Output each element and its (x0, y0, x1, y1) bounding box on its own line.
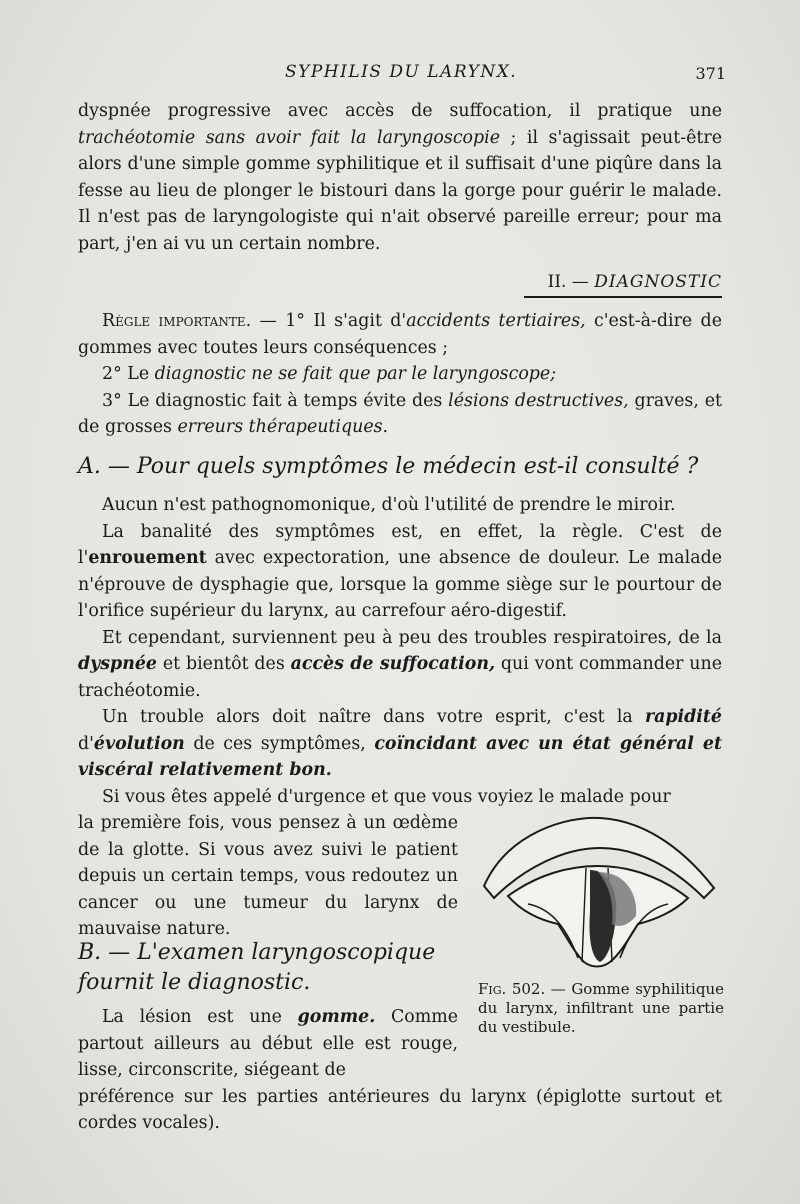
page-header (80, 62, 726, 88)
running-title: SYPHILIS DU LARYNX. (285, 62, 518, 82)
section-b-body: La lésion est une gomme. Comme partout ailleurs au début elle est rouge, lisse, circonscrite, siégeant de préférence sur les parties antérieures du larynx (épiglotte surtout et cordes vocales). (78, 1007, 722, 1133)
heading-b: B. — L'examen laryngoscopique fournit le diagnostic. (78, 940, 436, 995)
heading-a: A. — Pour quels symptômes le médecin est-il consulté ? (78, 454, 699, 479)
larynx-figure (478, 812, 718, 972)
regle-lead: Règle importante. (102, 311, 252, 331)
figure-caption: Fig. 502. — Gomme syphilitique du larynx, infiltrant une partie du vestibule. (478, 980, 724, 1036)
section-a-body: Aucun n'est pathognomonique, d'où l'utilité de prendre le miroir. La banalité des symptômes est, en effet, la règle. C'est de l'enrouement avec expectoration, une absence de douleur. Le malade n'éprouve de dysphagie que, lorsque la gomme siège sur le pourtour de l'orifice supérieur du larynx, au carrefour aéro-digestif. Et cependant, surviennent peu à peu des troubles respiratoires, de la dyspnée et bientôt des accès de suffocation, qui vont commander une trachéotomie. Un trouble alors doit naître dans votre esprit, c'est la rapidité d'évolution de ces symptômes, coïncidant avec un état général et viscéral relativement bon. Si vous êtes appelé d'urgence et que vous voyiez le malade pour la première fois, vous pensez à un œdème de la glotte. Si vous avez suivi le patient depuis un certain temps, vous redoutez un cancer ou une tumeur du larynx de mauvaise nature. (78, 495, 722, 939)
section-rule (524, 296, 722, 298)
page-number: 371 (695, 64, 726, 83)
regle-importante: Règle importante. — 1° Il s'agit d'accidents tertiaires, c'est-à-dire de gommes avec toutes leurs conséquences ; 2° Le diagnostic ne se fait que par le laryngoscope; 3° Le diagnostic fait à temps évite des lésions destructives, graves, et de grosses erreurs thérapeutiques. (78, 311, 722, 437)
section-heading-diagnostic: II. — DIAGNOSTIC (524, 272, 722, 298)
paragraph-intro: dyspnée progressive avec accès de suffocation, il pratique une trachéotomie sans avoir fait la laryngoscopie ; il s'agissait peut-être alors d'une simple gomme syphilitique et il suffisait d'une piqûre dans la fesse au lieu de plonger le bistouri dans la gorge pour guérir le malade. Il n'est pas de laryngologiste qui n'ait observé pareille erreur; pour ma part, j'en ai vu un certain nombre. (78, 101, 722, 254)
